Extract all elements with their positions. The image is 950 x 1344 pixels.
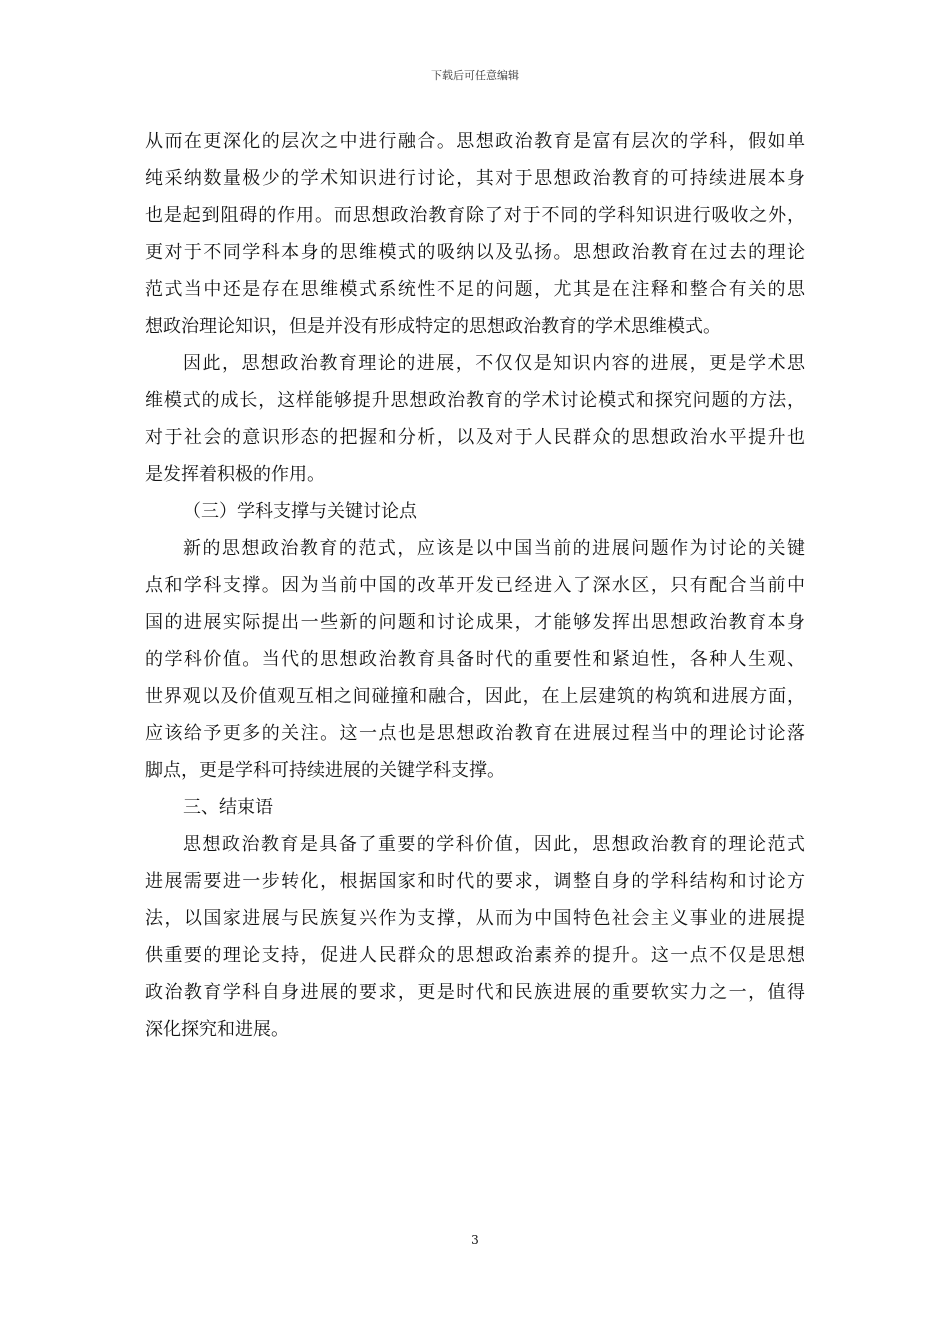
paragraph-new-paradigm (145, 530, 805, 789)
text-line: 进展需要进一步转化，根据国家和时代的要求，调整自身的学科结构和讨论方 (145, 871, 805, 892)
heading-line: 三、结束语 (183, 797, 273, 818)
text-line: 脚点，更是学科可持续进展的关键学科支撑。 (145, 760, 505, 781)
text-line: 世界观以及价值观互相之间碰撞和融合，因此，在上层建筑的构筑和进展方面， (145, 686, 805, 707)
page-header: 下载后可任意编辑 (431, 69, 519, 82)
text-line: 的学科价值。当代的思想政治教育具备时代的重要性和紧迫性，各种人生观、 (145, 649, 805, 670)
text-line: 范式当中还是存在思维模式系统性不足的问题，尤其是在注释和整合有关的思 (145, 279, 805, 300)
paragraph-continuation (145, 123, 805, 345)
paragraph-conclusion (145, 826, 805, 1048)
heading-line: （三）学科支撑与关键讨论点 (183, 501, 417, 522)
text-line: 深化探究和进展。 (145, 1019, 289, 1040)
text-line: 维模式的成长，这样能够提升思想政治教育的学术讨论模式和探究问题的方法， (145, 390, 805, 411)
text-line: 新的思想政治教育的范式，应该是以中国当前的进展问题作为讨论的关键 (183, 538, 805, 559)
section-heading-subsection-3 (145, 493, 805, 530)
text-line: 因此，思想政治教育理论的进展，不仅仅是知识内容的进展，更是学术思 (183, 353, 805, 374)
text-line: 法，以国家进展与民族复兴作为支撑，从而为中国特色社会主义事业的进展提 (145, 908, 805, 929)
text-line: 纯采纳数量极少的学术知识进行讨论，其对于思想政治教育的可持续进展本身 (145, 168, 805, 189)
text-line: 应该给予更多的关注。这一点也是思想政治教育在进展过程当中的理论讨论落 (145, 723, 805, 744)
text-line: 政治教育学科自身进展的要求，更是时代和民族进展的重要软实力之一，值得 (145, 982, 805, 1003)
text-line: 供重要的理论支持，促进人民群众的思想政治素养的提升。这一点不仅是思想 (145, 945, 805, 966)
text-line: 思想政治教育是具备了重要的学科价值，因此，思想政治教育的理论范式 (183, 834, 805, 855)
document-body (145, 123, 805, 1048)
section-heading-conclusion (145, 789, 805, 826)
paragraph-thinking-mode (145, 345, 805, 493)
text-line: 也是起到阻碍的作用。而思想政治教育除了对于不同的学科知识进行吸收之外， (145, 205, 805, 226)
text-line: 从而在更深化的层次之中进行融合。思想政治教育是富有层次的学科，假如单 (145, 131, 805, 152)
text-line: 想政治理论知识，但是并没有形成特定的思想政治教育的学术思维模式。 (145, 316, 721, 337)
text-line: 更对于不同学科本身的思维模式的吸纳以及弘扬。思想政治教育在过去的理论 (145, 242, 805, 263)
text-line: 对于社会的意识形态的把握和分析，以及对于人民群众的思想政治水平提升也 (145, 427, 805, 448)
text-line: 国的进展实际提出一些新的问题和讨论成果，才能够发挥出思想政治教育本身 (145, 612, 805, 633)
text-line: 是发挥着积极的作用。 (145, 464, 325, 485)
text-line: 点和学科支撑。因为当前中国的改革开发已经进入了深水区，只有配合当前中 (145, 575, 805, 596)
page-number: 3 (471, 1233, 479, 1247)
